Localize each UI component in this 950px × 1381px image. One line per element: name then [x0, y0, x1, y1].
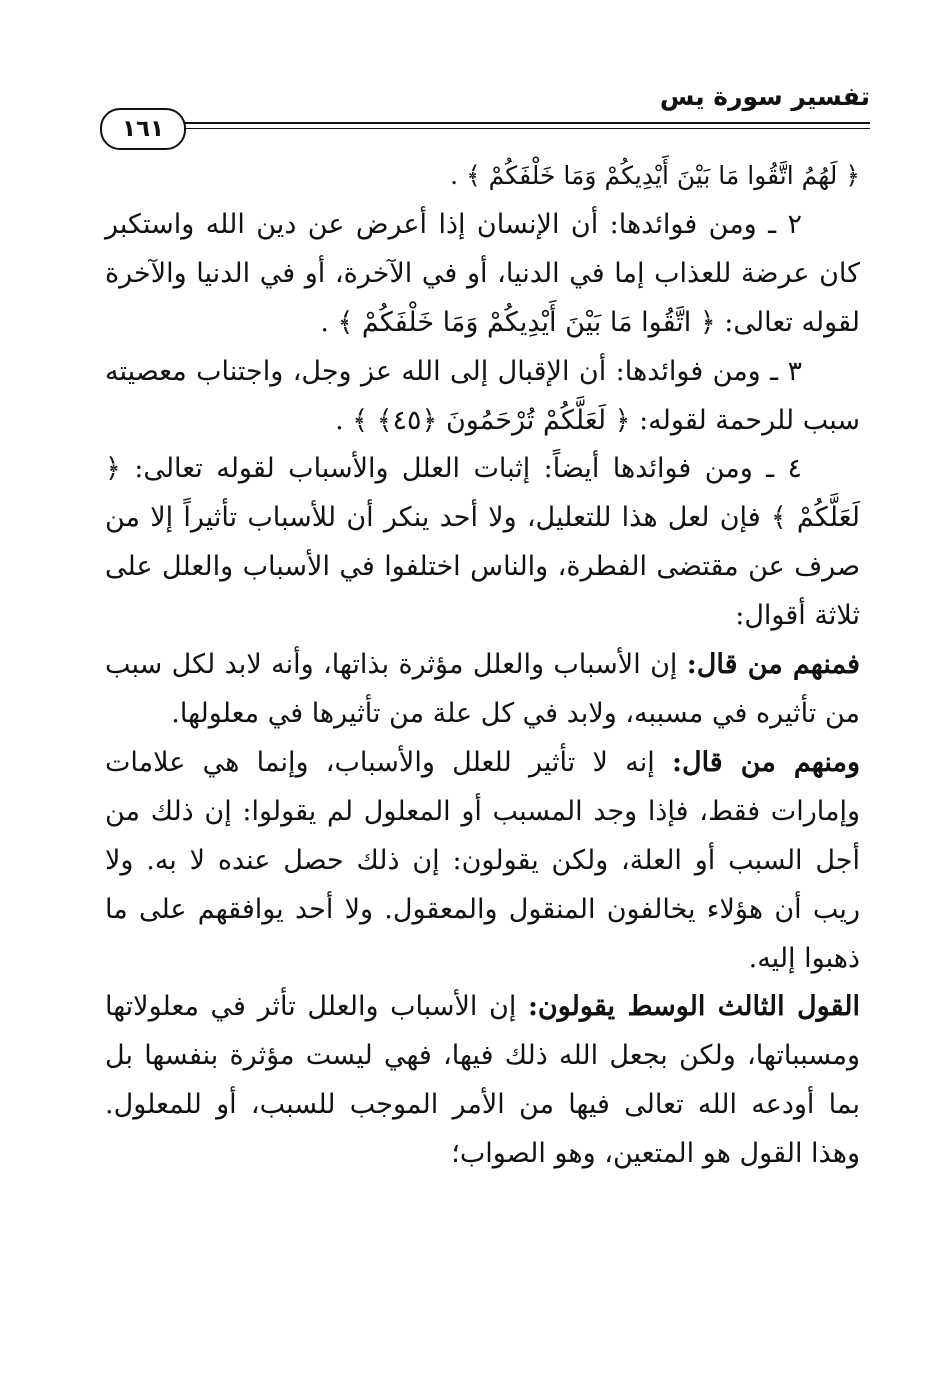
running-title: تفسير سورة يس [659, 82, 870, 111]
header-rule-thin [170, 128, 870, 129]
paragraph-opinion-2 [105, 739, 860, 984]
paragraph-text: ٣ ـ ومن فوائدها: أن الإقبال إلى الله عز وجل، واجتناب معصيته سبب للرحمة لقوله: ﴿ لَعَلَّكُمْ تُرْحَمُونَ ﴿٤٥﴾ ﴾ . [105, 355, 860, 436]
paragraph-benefit-4 [105, 445, 860, 641]
page-header [100, 78, 870, 150]
paragraph-verse-continuation [105, 152, 860, 201]
page-body [105, 152, 860, 1179]
paragraph-lead: القول الثالث الوسط يقولون: [527, 991, 860, 1023]
paragraph-text: إن الأسباب والعلل تأثر في معلولاتها ومسبباتها، ولكن بجعل الله ذلك فيها، فهي ليست مؤثرة بنفسها بل بما أودعه الله تعالى فيها من الأمر الموجب للسبب، أو للمعلول. وهذا القول هو المتعين، وهو الصواب؛ [105, 991, 860, 1170]
quran-verse: ﴿ لَهُمُ اتَّقُوا مَا بَيْنَ أَيْدِيكُمْ وَمَا خَلْفَكُمْ ﴾ . [450, 161, 860, 190]
paragraph-lead: فمنهم من قال: [686, 649, 860, 681]
header-rule [170, 122, 870, 124]
page-number: ١٦١ [100, 108, 186, 150]
paragraph-lead: ومنهم من قال: [672, 746, 860, 778]
paragraph-text: إن الأسباب والعلل مؤثرة بذاتها، وأنه لابد لكل سبب من تأثيره في مسببه، ولابد في كل علة من تأثيرها في معلولها. [105, 649, 860, 729]
paragraph-benefit-2 [105, 201, 860, 348]
paragraph-opinion-1 [105, 641, 860, 739]
paragraph-opinion-3 [105, 983, 860, 1179]
paragraph-text: إنه لا تأثير للعلل والأسباب، وإنما هي علامات وإمارات فقط، فإذا وجد المسبب أو المعلول لم يقولوا: إن ذلك من أجل السبب أو العلة، ولكن يقولون: إن ذلك حصل عنده لا به. ولا ريب أن هؤلاء يخالفون المنقول والمعقول. ولا أحد يوافقهم على ما ذهبوا إليه. [105, 746, 860, 974]
paragraph-text: ٤ ـ ومن فوائدها أيضاً: إثبات العلل والأسباب لقوله تعالى: ﴿ لَعَلَّكُمْ ﴾ فإن لعل هذا للتعليل، ولا أحد ينكر أن للأسباب تأثيراً إلا من صرف عن مقتضى الفطرة، والناس اختلفوا في الأسباب والعلل على ثلاثة أقوال: [105, 453, 860, 632]
paragraph-text: ٢ ـ ومن فوائدها: أن الإنسان إذا أعرض عن دين الله واستكبر كان عرضة للعذاب إما في الدنيا، أو في الآخرة، أو في الدنيا والآخرة لقوله تعالى: ﴿ اتَّقُوا مَا بَيْنَ أَيْدِيكُمْ وَمَا خَلْفَكُمْ ﴾ . [105, 208, 860, 338]
paragraph-benefit-3 [105, 348, 860, 446]
